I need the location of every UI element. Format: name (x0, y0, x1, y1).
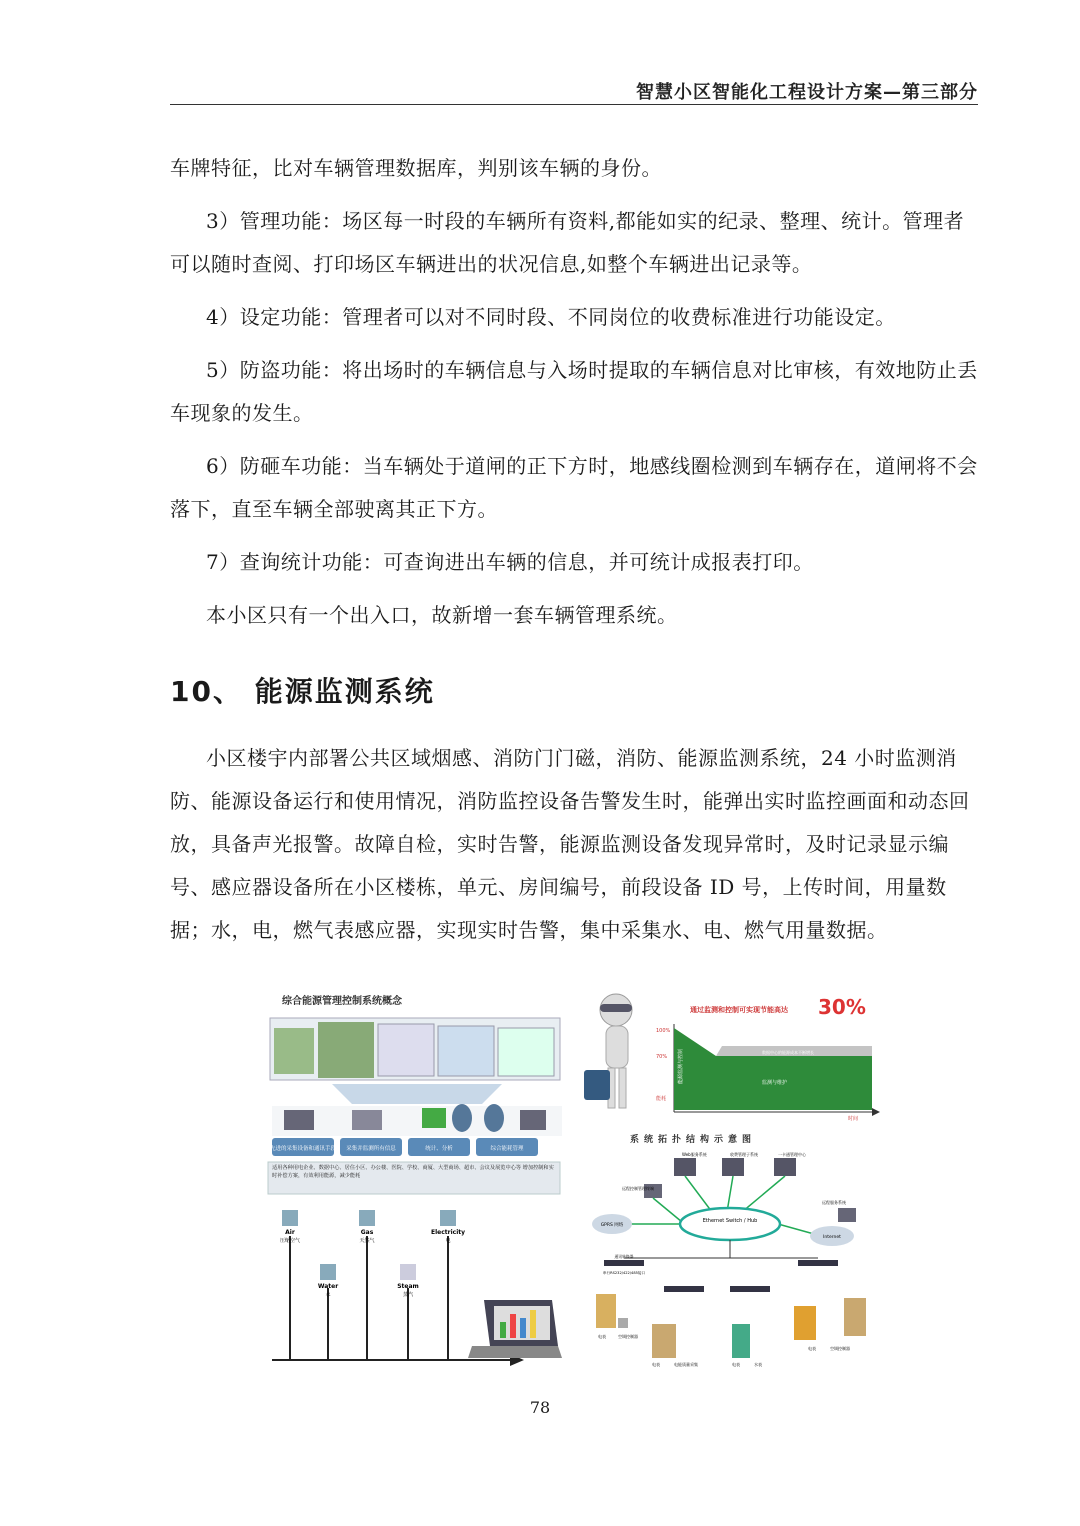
meter-label: 空调控制器 (618, 1334, 638, 1339)
topology-node: 一卡通管理中心 (778, 1152, 806, 1157)
energy-sources (272, 1210, 524, 1366)
page-number: 78 (529, 1398, 551, 1417)
topology-node: Web服务系统 (682, 1152, 707, 1157)
band-right-label: 监测与维护 (762, 1080, 788, 1086)
source-en: Water (317, 1283, 339, 1290)
internet-label: Internet (823, 1235, 841, 1240)
band-note: 数据中心的能源成本不断增长 (762, 1050, 814, 1055)
concept-button-label: 采集并监测所有信息 (346, 1146, 396, 1152)
energy-concept-figure (262, 988, 572, 1370)
hub-label: Ethernet Switch / Hub (702, 1218, 758, 1224)
paragraph: 6）防砸车功能：当车辆处于道闸的正下方时，地感线圈检测到车辆存在，道闸将不会落下，直至车辆全部驶离其正下方。 (170, 454, 978, 521)
concept-buttons (270, 1138, 538, 1156)
topology-node: 远程控制管理终端 (622, 1186, 654, 1191)
paragraph: 5）防盗功能：将出场时的车辆信息与入场时提取的车辆信息对比审核，有效地防止丢车现象的发生。 (170, 358, 978, 425)
person-briefcase-illustration (584, 994, 632, 1108)
topology-node: 收费管理子系统 (730, 1152, 758, 1157)
topology-title: 系统拓扑结构示意图 (630, 1135, 757, 1145)
concept-button-label: 先进的采集设备和通讯手段 (269, 1146, 337, 1152)
meter-label: 电能质量采集 (674, 1362, 698, 1367)
meter-label: 电表 (808, 1346, 816, 1351)
source-zh: 压缩空气 (279, 1238, 301, 1244)
laptop-illustration (468, 1300, 562, 1358)
meter-label: 电表 (732, 1362, 740, 1367)
concept-button-label: 统计、分析 (425, 1146, 453, 1152)
paragraph: 3）管理功能：场区每一时段的车辆所有资料,都能如实的纪录、整理、统计。管理者可以随时查阅、打印场区车辆进出的状况信息,如整个车辆进出记录等。 (170, 209, 965, 276)
paragraph: 车牌特征，比对车辆管理数据库，判别该车辆的身份。 (170, 156, 662, 180)
source-en: Air (285, 1229, 295, 1236)
header-title: 智慧小区智能化工程设计方案—第三部分 (636, 82, 978, 103)
paragraph: 4）设定功能：管理者可以对不同时段、不同岗位的收费标准进行功能设定。 (206, 305, 896, 329)
y-tick: 100% (656, 1028, 671, 1034)
concept-banner: 适用各种用电企业、数据中心、居住小区、办公楼、医院、学校、商厦、大型商场、超市、会议及展览中心等 增加控制和实时补偿方案，有效利用能源，减少能耗 (272, 1165, 554, 1179)
topology-figure (582, 1128, 882, 1370)
y-tick: 70% (656, 1054, 668, 1060)
meter-devices (596, 1294, 866, 1367)
source-zh: 天然气 (359, 1238, 375, 1244)
y-tick: 能耗 (656, 1096, 667, 1102)
paragraph: 本小区只有一个出入口，故新增一套车辆管理系统。 (206, 603, 678, 627)
savings-percent: 30% (818, 995, 866, 1019)
x-axis-label: 时间 (848, 1116, 859, 1122)
source-zh: 蒸汽 (402, 1292, 414, 1298)
source-en: Gas (360, 1229, 374, 1236)
section-heading: 10、 能源监测系统 (170, 675, 435, 708)
switch-label: 通讯转换器 (614, 1254, 634, 1259)
meter-label: 空调控制器 (830, 1346, 850, 1351)
source-en: Steam (397, 1283, 419, 1290)
concept-button-label: 综合能耗管理 (490, 1146, 524, 1152)
switch-row (603, 1240, 838, 1292)
topology-node: 远程服务系统 (822, 1200, 846, 1205)
meter-label: 电表 (652, 1362, 660, 1367)
gprs-label: GPRS 网络 (600, 1223, 624, 1228)
paragraph: 7）查询统计功能：可查询进出车辆的信息，并可统计成报表打印。 (206, 550, 814, 574)
savings-headline: 通过监测和控制可实现节能高达 (690, 1006, 788, 1014)
source-zh: 电 (445, 1238, 451, 1244)
meter-label: 电表 (598, 1334, 606, 1339)
meter-label: 水表 (754, 1362, 762, 1367)
source-en: Electricity (430, 1229, 466, 1236)
band-left-label: 能源监测与控制 (678, 1048, 684, 1084)
source-zh: 水 (325, 1292, 331, 1298)
figure-title: 综合能源管理控制系统概念 (282, 996, 402, 1007)
savings-chart-figure (582, 988, 882, 1122)
page-header (170, 78, 978, 105)
section-body: 小区楼宇内部署公共区域烟感、消防门门磁，消防、能源监测系统，24 小时监测消防、能源设备运行和使用情况，消防监控设备告警发生时，能弹出实时监控画面和动态回放，具备声光报警。故障自检，实时告警，能源监测设备发现异常时，及时记录显示编号、感应器设备所在小区楼栋，单元、房间编号，前段设备 ID 号，上传时间，用量数据；水，电，燃气表感应器，实现实时告警，集中采集水、电、燃气用量数据。 (170, 746, 970, 942)
port-label: 串行RS232/422/485接口 (602, 1271, 646, 1275)
